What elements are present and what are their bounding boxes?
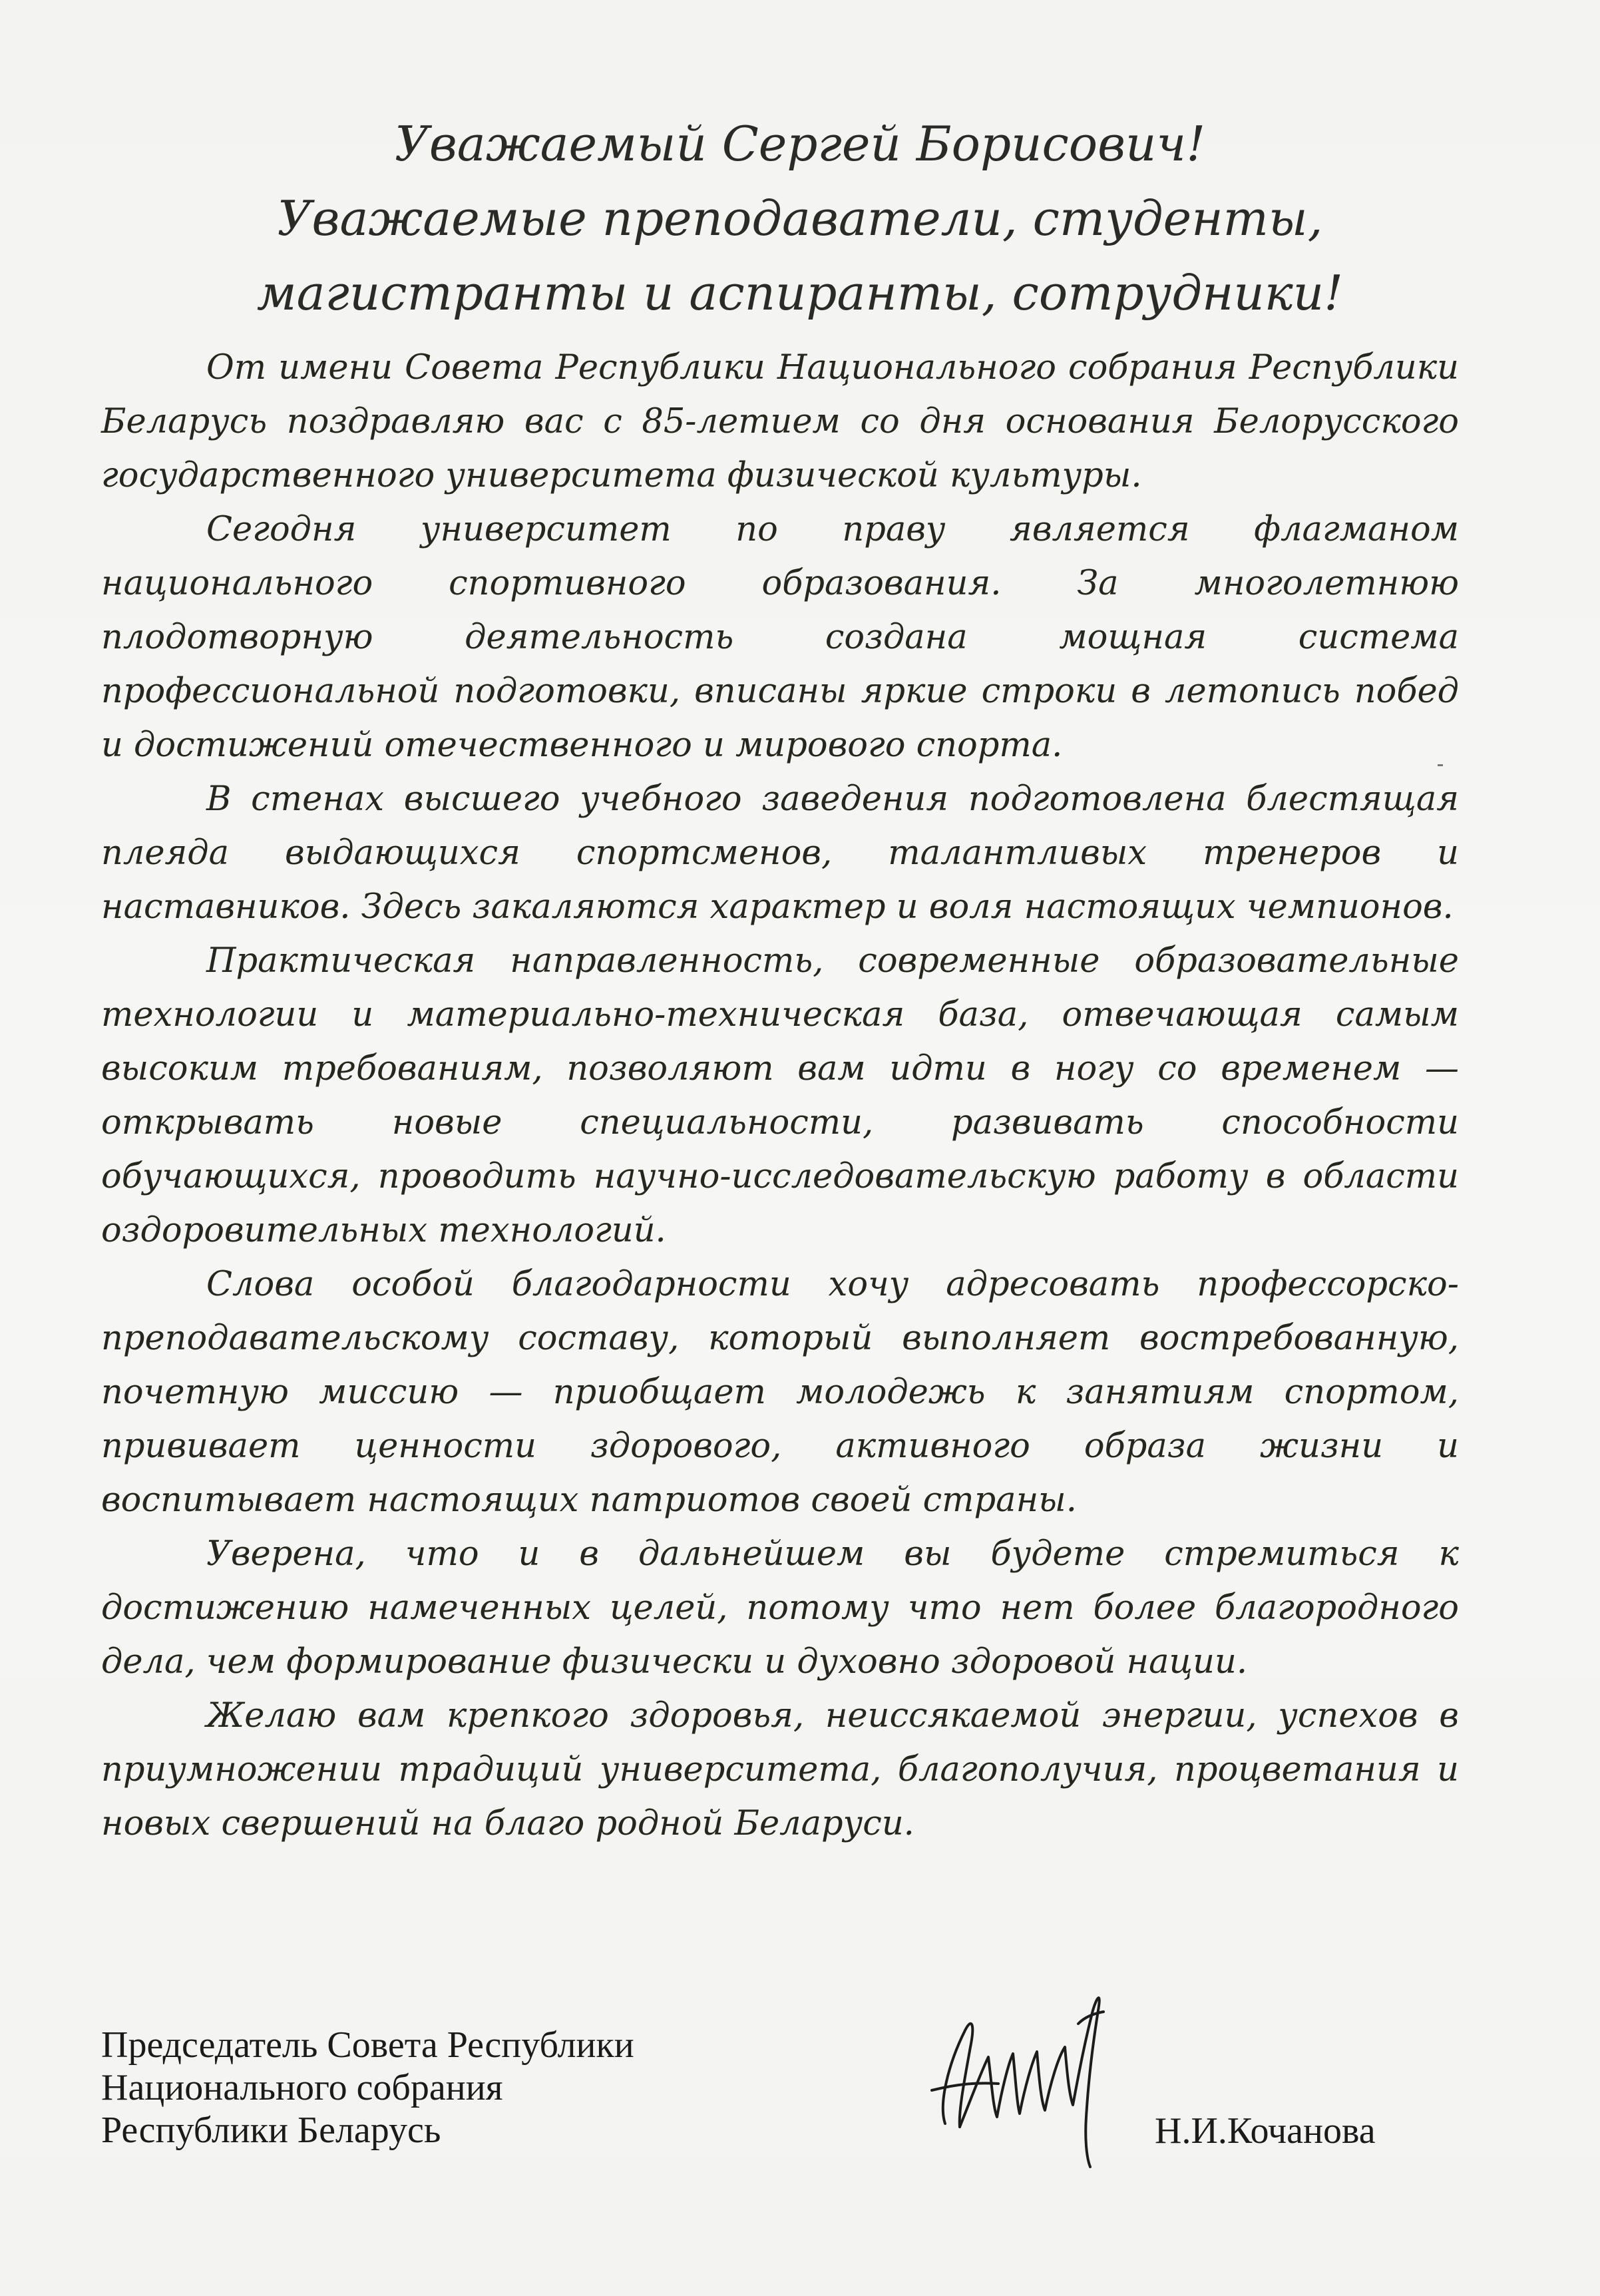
paragraph-flagship: Сегодня университет по праву является флагманом национального спортивного образования. За многолетнюю плодотворную деятельность создана мощная система профессиональной подготовки, вписаны яркие строки в летопись побед и достижений отечественного и мирового спорта. [101,510,1459,765]
signer-title [101,2024,634,2152]
greeting [0,107,1600,330]
handwritten-signature [918,1984,1145,2183]
greeting-line-2: Уважаемые преподаватели, студенты, [277,190,1323,246]
letter-body [101,341,1459,1851]
paragraph-technologies: Практическая направленность, современные образовательные технологии и материально-техническая база, отвечающая самым высоким требованиям, позволяют вам идти в ногу со временем — открывать новые специальности, развивать способности обучающихся, проводить научно-исследовательскую работу в области оздоровительных технологий. [101,941,1459,1250]
signer-title-line-1: Председатель Совета Республики [101,2024,634,2066]
signer-title-line-3: Республики Беларусь [101,2110,441,2151]
paragraph-wishes: Желаю вам крепкого здоровья, неиссякаемой энергии, успехов в приумножении традиций университета, благополучия, процветания и новых свершений на благо родной Беларуси. [101,1696,1459,1843]
greeting-line-3: магистранты и аспиранты, сотрудники! [256,265,1344,321]
paragraph-gratitude: Слова особой благодарности хочу адресовать профессорско-преподавательскому составу, который выполняет востребованную, почетную миссию — приобщает молодежь к занятиям спортом, прививает ценности здорового, активного образа жизни и воспитывает настоящих патриотов своей страны. [101,1265,1459,1520]
paragraph-congratulation: От имени Совета Республики Национального собрания Республики Беларусь поздравляю вас с 85-летием со дня основания Белорусского государственного университета физической культуры. [101,348,1459,495]
scan-speck [1438,764,1443,766]
paragraph-athletes: В стенах высшего учебного заведения подготовлена блестящая плеяда выдающихся спортсменов, талантливых тренеров и наставников. Здесь закаляются характер и воля настоящих чемпионов. [101,780,1459,927]
signer-name: Н.И.Кочанова [1155,2110,1376,2152]
signer-title-line-2: Национального собрания [101,2067,503,2108]
paragraph-confidence: Уверена, что и в дальнейшем вы будете стремиться к достижению намеченных целей, потому что нет более благородного дела, чем формирование физически и духовно здоровой нации. [101,1534,1459,1682]
greeting-line-1: Уважаемый Сергей Борисович! [394,116,1206,172]
